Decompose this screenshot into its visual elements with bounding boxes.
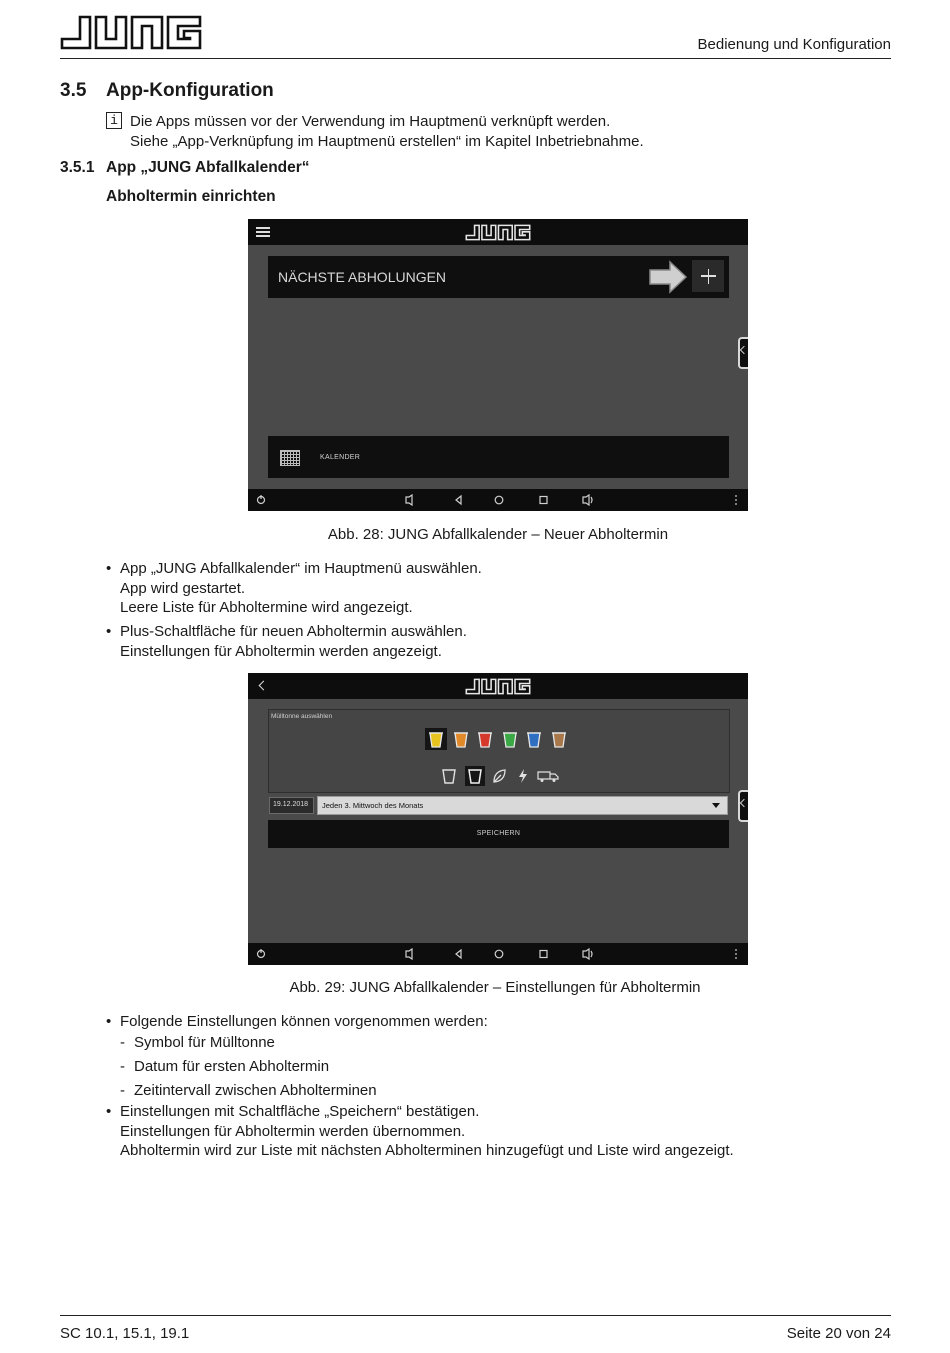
steps-list-2 bbox=[106, 1012, 826, 1161]
step-line: Abholtermin wird zur Liste mit nächsten Abholterminen hinzugefügt und Liste wird angezeigt. bbox=[120, 1142, 734, 1159]
chevron-left-icon bbox=[740, 346, 748, 354]
side-drawer-tab[interactable] bbox=[738, 790, 748, 822]
bin-color-option[interactable] bbox=[499, 728, 521, 750]
bin-outline-icon[interactable] bbox=[441, 768, 457, 789]
step-line: Einstellungen für Abholtermin werden angezeigt. bbox=[120, 642, 442, 660]
recycling-leaf-icon[interactable] bbox=[491, 768, 507, 789]
save-button[interactable] bbox=[268, 820, 729, 848]
calendar-bar[interactable] bbox=[268, 436, 729, 478]
setting-item: - Symbol für Mülltonne bbox=[106, 1033, 826, 1053]
subsection-heading bbox=[60, 159, 310, 177]
date-field[interactable] bbox=[269, 797, 314, 814]
footer-page-number: Seite 20 von 24 bbox=[786, 1325, 891, 1342]
steps-list-1 bbox=[106, 559, 806, 661]
interval-select[interactable] bbox=[317, 796, 728, 815]
bin-color-option[interactable] bbox=[450, 728, 472, 750]
bin-color-option[interactable] bbox=[523, 728, 545, 750]
step-item: • Folgende Einstellungen können vorgenommen werden: bbox=[106, 1012, 826, 1032]
subheading: Abholtermin einrichten bbox=[106, 188, 276, 205]
electric-bolt-icon[interactable] bbox=[517, 768, 529, 789]
step-line: Leere Liste für Abholtermine wird angezeigt. bbox=[120, 599, 413, 616]
figure-caption-28: Abb. 28: JUNG Abfallkalender – Neuer Abholtermin bbox=[327, 526, 669, 543]
next-pickups-panel bbox=[268, 256, 729, 298]
setting-item: - Datum für ersten Abholtermin bbox=[106, 1057, 826, 1077]
hamburger-menu-icon[interactable] bbox=[256, 227, 270, 237]
add-pickup-button[interactable] bbox=[692, 260, 724, 292]
android-nav-bar bbox=[248, 943, 748, 965]
screenshot-pickup-settings bbox=[248, 673, 748, 965]
step-line: Einstellungen für Abholtermin werden übernommen. bbox=[120, 1122, 466, 1140]
section-title: App-Konfiguration bbox=[106, 80, 274, 101]
screenshot-new-pickup bbox=[248, 219, 748, 511]
arrow-pointer-icon bbox=[648, 260, 688, 294]
setting-item: - Zeitintervall zwischen Abholterminen bbox=[106, 1081, 826, 1101]
subsection-title: App „JUNG Abfallkalender“ bbox=[106, 159, 310, 176]
app-top-bar bbox=[248, 219, 748, 245]
bin-color-row bbox=[425, 728, 575, 752]
bin-type-row bbox=[441, 764, 561, 786]
header-rule bbox=[60, 58, 891, 59]
dropdown-arrow-icon bbox=[712, 803, 720, 808]
footer-models: SC 10.1, 15.1, 19.1 bbox=[60, 1325, 190, 1342]
footer-rule bbox=[60, 1315, 891, 1316]
subsection-number: 3.5.1 bbox=[60, 159, 95, 176]
step-line: App „JUNG Abfallkalender“ im Hauptmenü auswählen. bbox=[120, 560, 482, 577]
android-nav-bar bbox=[248, 489, 748, 511]
step-item: • App „JUNG Abfallkalender“ im Hauptmenü auswählen. App wird gestartet. Leere Liste für Abholtermine wird angezeigt. bbox=[106, 559, 806, 618]
side-drawer-tab[interactable] bbox=[738, 337, 748, 369]
setting-text: Datum für ersten Abholtermin bbox=[134, 1057, 330, 1075]
truck-icon[interactable] bbox=[537, 769, 559, 788]
header-section-title: Bedienung und Konfiguration bbox=[697, 36, 891, 53]
setting-text: Zeitintervall zwischen Abholterminen bbox=[134, 1081, 377, 1099]
step-item: • Plus-Schaltfläche für neuen Abholtermin auswählen. Einstellungen für Abholtermin werden angezeigt. bbox=[106, 622, 806, 661]
back-chevron-icon[interactable] bbox=[259, 681, 269, 691]
calendar-icon bbox=[280, 450, 300, 466]
step-item: • Einstellungen mit Schaltfläche „Speichern“ bestätigen. Einstellungen für Abholtermin werden übernommen. Abholtermin wird zur Liste mit nächsten Abholterminen hinzugefügt und Liste wird angezeigt. bbox=[106, 1102, 826, 1161]
step-line: Einstellungen mit Schaltfläche „Speichern“ bestätigen. bbox=[120, 1103, 480, 1120]
bin-color-option[interactable] bbox=[474, 728, 496, 750]
next-pickups-title: NÄCHSTE ABHOLUNGEN bbox=[278, 269, 447, 285]
step-line: Plus-Schaltfläche für neuen Abholtermin auswählen. bbox=[120, 623, 467, 640]
date-value: 19.12.2018 bbox=[273, 801, 309, 808]
bin-selection-panel bbox=[268, 709, 730, 793]
setting-text: Symbol für Mülltonne bbox=[134, 1033, 275, 1051]
section-number: 3.5 bbox=[60, 80, 87, 101]
bin-selected-outline-icon[interactable] bbox=[465, 766, 485, 786]
info-note bbox=[106, 112, 806, 151]
section-heading bbox=[60, 80, 274, 102]
bin-selection-label: Mülltonne auswählen bbox=[271, 713, 333, 720]
info-icon: i bbox=[106, 112, 122, 129]
calendar-label: KALENDER bbox=[320, 454, 361, 461]
bin-color-option[interactable] bbox=[425, 728, 447, 750]
app-top-bar bbox=[248, 673, 748, 699]
app-logo bbox=[463, 678, 533, 695]
figure-caption-29: Abb. 29: JUNG Abfallkalender – Einstellungen für Abholtermin bbox=[289, 979, 701, 996]
step-line: App wird gestartet. bbox=[120, 579, 246, 597]
note-line-2: Siehe „App-Verknüpfung im Hauptmenü erstellen“ im Kapitel Inbetriebnahme. bbox=[130, 132, 644, 150]
jung-logo bbox=[60, 14, 202, 51]
interval-value: Jeden 3. Mittwoch des Monats bbox=[322, 801, 424, 810]
note-line-1: Die Apps müssen vor der Verwendung im Hauptmenü verknüpft werden. bbox=[130, 113, 611, 130]
chevron-left-icon bbox=[740, 799, 748, 807]
step-line: Folgende Einstellungen können vorgenommen werden: bbox=[120, 1013, 488, 1030]
save-label: SPEICHERN bbox=[476, 830, 521, 837]
bin-color-option[interactable] bbox=[548, 728, 570, 750]
app-logo bbox=[463, 224, 533, 241]
